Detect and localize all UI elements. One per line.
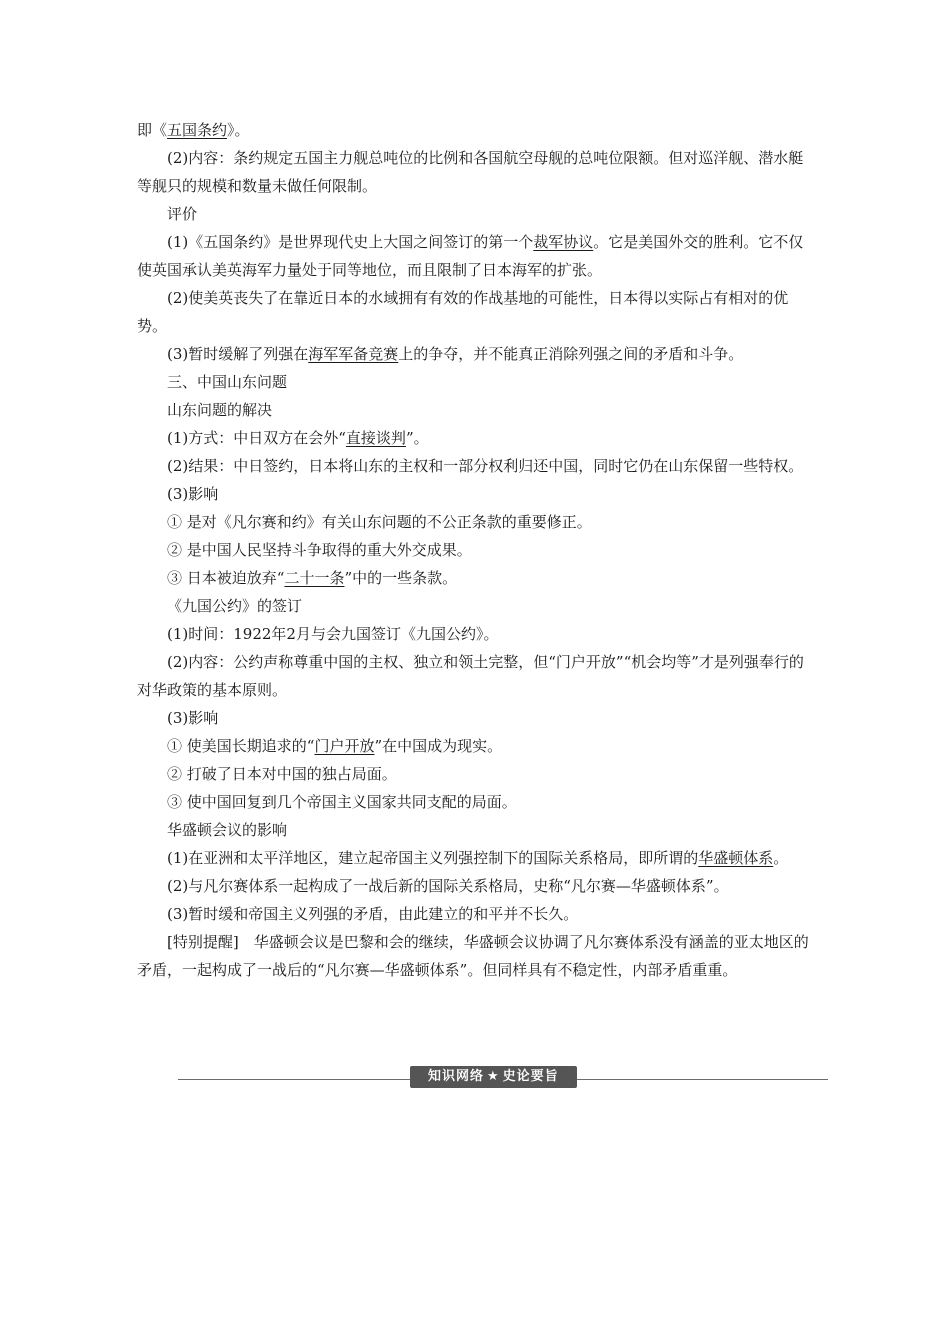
banner-right-label: 史论要旨: [502, 1069, 559, 1084]
underlined-term: 海军军备竞赛: [308, 345, 399, 363]
paragraph: ② 打破了日本对中国的独占局面。: [167, 765, 397, 783]
star-icon: ★: [487, 1069, 500, 1084]
underlined-term: 裁军协议: [533, 233, 594, 251]
paragraph: (3)暂时缓解了列强在海军军备竞赛上的争夺，并不能真正消除列强之间的矛盾和斗争。: [167, 345, 744, 363]
section-banner: [410, 1066, 577, 1088]
underlined-term: 门户开放: [314, 737, 375, 755]
paragraph: (3)影响: [167, 709, 219, 727]
underlined-term: 五国条约: [167, 121, 228, 139]
document-body: [137, 116, 815, 984]
section-heading: 华盛顿会议的影响: [167, 821, 288, 839]
paragraph: (1)《五国条约》是世界现代史上大国之间签订的第一个裁军协议。它是美国外交的胜利。它不仅使英国承认美英海军力量处于同等地位，而且限制了日本海军的扩张。: [137, 233, 804, 279]
underlined-term: 二十一条: [284, 569, 345, 587]
paragraph: (2)与凡尔赛体系一起构成了一战后新的国际关系格局，史称“凡尔赛—华盛顿体系”。: [167, 877, 729, 895]
paragraph: (2)使美英丧失了在靠近日本的水域拥有有效的作战基地的可能性，日本得以实际占有相对的优势。: [137, 289, 789, 335]
section-heading: 《九国公约》的签订: [167, 597, 303, 615]
section-heading: 山东问题的解决: [167, 401, 273, 419]
section-divider: [178, 1066, 828, 1088]
paragraph: (2)结果：中日签约，日本将山东的主权和一部分权利归还中国，同时它仍在山东保留一些特权。: [167, 457, 804, 475]
paragraph: (1)在亚洲和太平洋地区，建立起帝国主义列强控制下的国际关系格局，即所谓的华盛顿体系。: [167, 849, 789, 867]
section-heading: 评价: [167, 205, 198, 223]
banner-left-label: 知识网络: [428, 1069, 485, 1084]
paragraph: ① 使美国长期追求的“门户开放”在中国成为现实。: [167, 737, 503, 755]
paragraph: (2)内容：公约声称尊重中国的主权、独立和领土完整，但“门户开放”“机会均等”才是列强奉行的对华政策的基本原则。: [137, 653, 804, 699]
underlined-term: 华盛顿体系: [698, 849, 774, 867]
paragraph: (3)暂时缓和帝国主义列强的矛盾，由此建立的和平并不长久。: [167, 905, 579, 923]
paragraph: ② 是中国人民坚持斗争取得的重大外交成果。: [167, 541, 472, 559]
paragraph: ③ 日本被迫放弃“二十一条”中的一些条款。: [167, 569, 458, 587]
paragraph: 即《五国条约》。: [137, 121, 250, 139]
paragraph: (1)方式：中日双方在会外“直接谈判”。: [167, 429, 429, 447]
section-heading: 三、中国山东问题: [167, 373, 288, 391]
paragraph: (1)时间：1922年2月与会九国签订《九国公约》。: [167, 625, 499, 643]
underlined-term: 直接谈判: [345, 429, 406, 447]
paragraph: ③ 使中国回复到几个帝国主义国家共同支配的局面。: [167, 793, 517, 811]
paragraph: (2)内容：条约规定五国主力舰总吨位的比例和各国航空母舰的总吨位限额。但对巡洋舰、潜水艇等舰只的规模和数量未做任何限制。: [137, 149, 804, 195]
paragraph: ① 是对《凡尔赛和约》有关山东问题的不公正条款的重要修正。: [167, 513, 592, 531]
paragraph: (3)影响: [167, 485, 219, 503]
special-reminder: [特别提醒] 华盛顿会议是巴黎和会的继续，华盛顿会议协调了凡尔赛体系没有涵盖的亚太地区的矛盾，一起构成了一战后的“凡尔赛—华盛顿体系”。但同样具有不稳定性，内部矛盾重重。: [137, 933, 809, 979]
